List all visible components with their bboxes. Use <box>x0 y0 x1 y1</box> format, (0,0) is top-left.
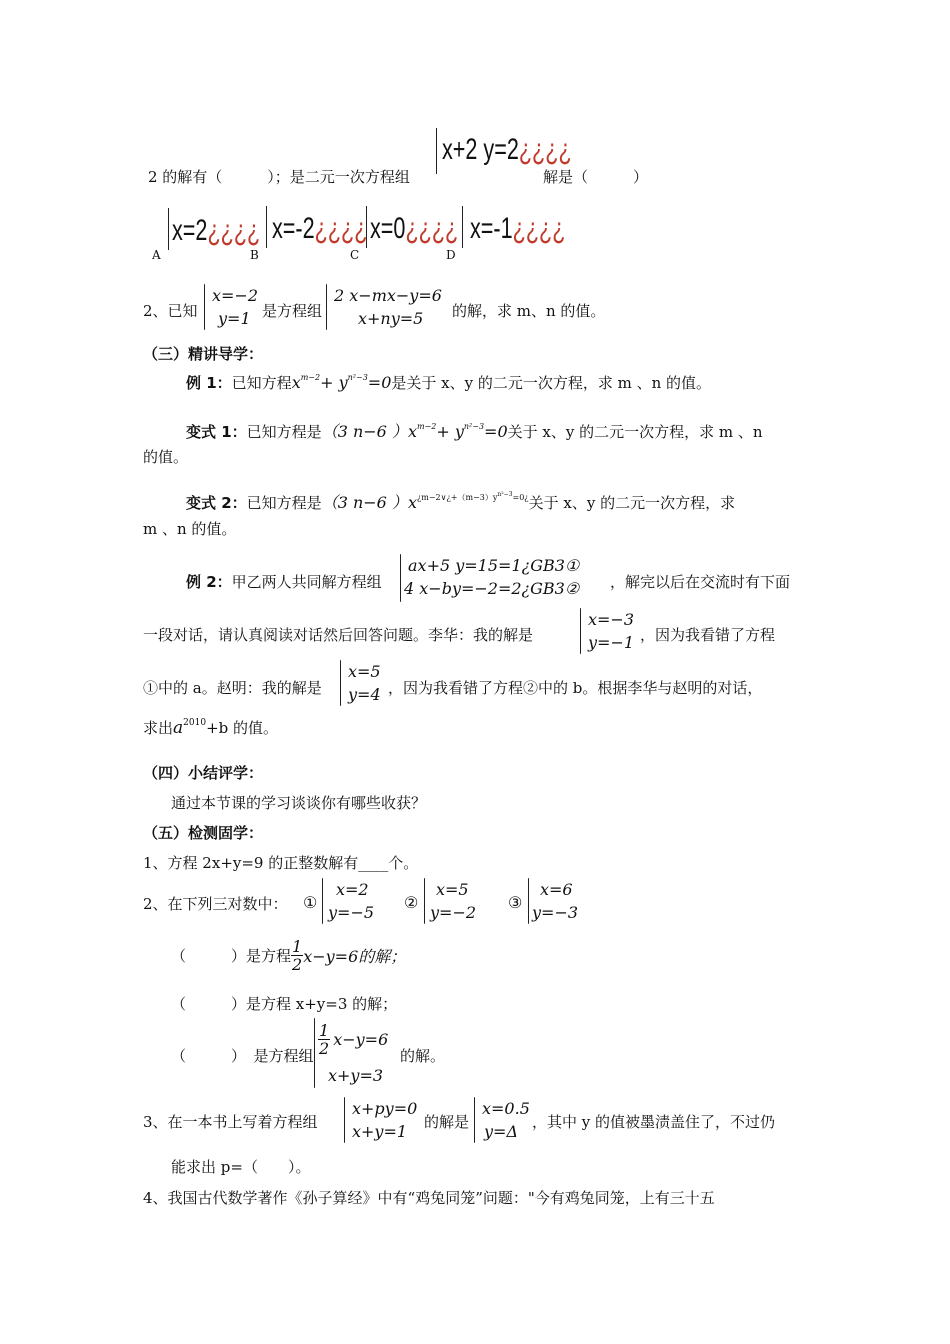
example-2-line4-post: +b 的值。 <box>206 719 279 737</box>
variant-1-tail: =0 <box>484 422 508 441</box>
variant-2-tiny2: n²−3 <box>497 491 513 498</box>
lihua-solution-line2: y=−1 <box>588 633 635 652</box>
row-3-fraction-denominator: 2 <box>319 1039 330 1058</box>
q2-suffix: 的解，求 m、n 的值。 <box>452 302 606 320</box>
option-d-equation: x=-1¿¿¿¿ <box>470 212 566 245</box>
variant-1-sup1: m−2 <box>416 422 437 431</box>
test-3-sys-line1: x+py=0 <box>352 1099 418 1118</box>
example-1-x: x <box>291 373 301 392</box>
pair-1-brace <box>322 878 323 924</box>
test-2-row-3-post: 的解。 <box>400 1047 446 1065</box>
variant-2-x: x <box>407 493 417 512</box>
test-2-row-1 <box>171 938 406 973</box>
section-3-heading: （三）精讲导学： <box>143 345 264 363</box>
pair-2-line1: x=5 <box>436 880 469 899</box>
variant-2-tiny3: =0¿ <box>512 493 529 502</box>
variant-2-post: 关于 x、y 的二元一次方程，求 <box>528 494 736 512</box>
example-2-exponent: 2010 <box>183 718 207 728</box>
variant-1-line2: 的值。 <box>143 448 189 466</box>
option-d-label: D <box>446 248 456 262</box>
test-3-sys-line2: x+y=1 <box>352 1122 408 1141</box>
example-1-sup2: n²−3 <box>347 373 368 382</box>
test-3-sol-line1: x=0.5 <box>482 1099 530 1118</box>
pair-1-line2: y=−5 <box>328 903 375 922</box>
option-b-equation: x=-2¿¿¿¿ <box>272 212 368 245</box>
example-1-tail: =0 <box>367 373 392 392</box>
lihua-solution-brace <box>580 608 581 654</box>
example-2-sys-line1: ax+5 y=15=1¿GB3① <box>408 556 580 575</box>
option-b-brace <box>266 206 267 248</box>
example-2-line3-post: ，因为我看错了方程②中的 b。根据李华与赵明的对话， <box>388 679 763 697</box>
section-4-heading: （四）小结评学： <box>143 764 264 782</box>
example-1-post: 是关于 x、y 的二元一次方程，求 m 、n 的值。 <box>391 374 712 392</box>
row-3-fraction <box>318 1022 330 1057</box>
row-3-brace <box>314 1018 315 1088</box>
pair-3-line1: x=6 <box>540 880 573 899</box>
variant-2-line2: m 、n 的值。 <box>143 520 237 538</box>
test-1: 1、方程 2x+y=9 的正整数解有____个。 <box>143 854 419 872</box>
test-2-row-2: （ ）是方程 x+y=3 的解； <box>171 995 398 1013</box>
variant-1-label: 变式 1： <box>186 423 247 441</box>
example-2-line1-pre <box>186 571 382 592</box>
example-2-post: ，解完以后在交流时有下面 <box>610 573 791 591</box>
q2-middle: 是方程组 <box>262 302 323 320</box>
q2-sys2-brace <box>326 284 327 330</box>
row-1-equation: x−y=6的解； <box>303 947 407 966</box>
example-2-label: 例 2： <box>186 573 232 591</box>
example-2-sys-line2: 4 x−by=−2=2¿GB3② <box>404 579 580 598</box>
variant-1-plus: + y <box>436 422 464 441</box>
option-c-brace <box>366 206 367 248</box>
pair-3-brace <box>528 878 529 924</box>
variant-1-post: 关于 x、y 的二元一次方程，求 m 、n <box>507 423 763 441</box>
option-a-label: A <box>152 248 161 262</box>
example-2-line4-pre: 求出 <box>143 719 174 737</box>
example-1-pre: 已知方程 <box>231 374 292 392</box>
q2-sys2-line2: x+ny=5 <box>358 309 424 328</box>
variant-2-pre: 已知方程是 <box>246 494 322 512</box>
test-3-sys-brace <box>344 1097 345 1143</box>
example-2-line3-pre: ①中的 a。赵明：我的解是 <box>143 679 322 697</box>
row-3-eq1: x−y=6 <box>333 1030 389 1049</box>
test-3-post: ，其中 y 的值被墨渍盖住了，不过仍 <box>532 1113 776 1131</box>
row-1-fraction <box>291 938 303 973</box>
option-a-equation: x=2¿¿¿¿ <box>172 214 261 247</box>
pair-2-line2: y=−2 <box>430 903 477 922</box>
pair-1-line1: x=2 <box>336 880 369 899</box>
q1-line-prefix: 2 的解有（ ）；是二元一次方程组 <box>148 168 410 186</box>
example-2-brace <box>400 554 401 602</box>
lihua-solution-line1: x=−3 <box>588 610 635 629</box>
example-2-line2-pre: 一段对话，请认真阅读对话然后回答问题。李华：我的解是 <box>143 626 534 644</box>
row-3-sys-line2: x+y=3 <box>328 1066 384 1085</box>
zhaoming-solution-line2: y=4 <box>348 685 381 704</box>
option-a-brace <box>168 208 169 250</box>
example-1-sup1: m−2 <box>300 373 321 382</box>
variant-2-line <box>186 490 735 513</box>
q2-sys1-line1: x=−2 <box>212 286 259 305</box>
row-1-fraction-denominator: 2 <box>292 955 303 974</box>
test-3-sol-line2: y=Δ <box>484 1122 518 1141</box>
variant-1-coef: （3 n−6 ） <box>321 422 408 441</box>
variant-1-x: x <box>407 422 417 441</box>
zhaoming-solution-line1: x=5 <box>348 662 381 681</box>
summary-text: 通过本节课的学习谈谈你有哪些收获？ <box>171 794 427 812</box>
variant-2-tiny: ¿m−2∨¿+（m−3）y <box>416 493 498 502</box>
q1-system-equation: x+2 y=2¿¿¿¿ <box>442 133 572 166</box>
variant-1-sup2: n²−3 <box>463 422 485 431</box>
example-2-line4 <box>143 717 278 738</box>
zhaoming-solution-brace <box>340 660 341 706</box>
variant-1-pre: 已知方程是 <box>246 423 322 441</box>
example-1-plus: + y <box>320 373 348 392</box>
row-1-fraction-numerator: 1 <box>292 937 303 956</box>
test-2-prefix: 2、在下列三对数中： <box>143 895 288 913</box>
pair-2-mark: ② <box>404 893 419 912</box>
row-3-fraction-numerator: 1 <box>319 1021 330 1040</box>
q2-sys2-line1: 2 x−mx−y=6 <box>334 286 442 305</box>
test-4: 4、我国古代数学著作《孙子算经》中有“鸡兔同笼”问题："今有鸡兔同笼，上有三十五 <box>143 1189 715 1207</box>
pair-3-line2: y=−3 <box>532 903 579 922</box>
example-2-pre: 甲乙两人共同解方程组 <box>231 573 382 591</box>
section-5-heading: （五）检测固学： <box>143 824 264 842</box>
test-3-middle: 的解是 <box>424 1113 470 1131</box>
variant-1-line <box>186 419 763 442</box>
example-1-label: 例 1： <box>186 374 232 392</box>
row-3-sys-line1 <box>318 1022 388 1057</box>
option-d-brace <box>462 206 463 248</box>
test-2-row-3-pre: （ ） 是方程组 <box>171 1047 314 1065</box>
test-3-line2: 能求出 p=（ ）。 <box>171 1158 311 1176</box>
pair-3-mark: ③ <box>508 893 523 912</box>
q2-sys1-line2: y=1 <box>218 309 251 328</box>
variant-2-label: 变式 2： <box>186 494 247 512</box>
row-1-pre: （ ）是方程 <box>171 947 292 965</box>
example-2-line2-post: ，因为我看错了方程 <box>640 626 776 644</box>
pair-2-brace <box>424 878 425 924</box>
option-c-label: C <box>350 248 360 262</box>
option-c-equation: x=0¿¿¿¿ <box>370 212 459 245</box>
test-3-sol-brace <box>474 1097 475 1143</box>
variant-2-coef: （3 n−6 ） <box>321 493 408 512</box>
test-3-prefix: 3、在一本书上写着方程组 <box>143 1113 318 1131</box>
example-2-a: a <box>173 718 184 738</box>
pair-1-mark: ① <box>303 893 318 912</box>
q1-line-suffix: 解是（ ） <box>543 168 649 186</box>
q1-system-brace <box>436 128 437 174</box>
q2-prefix: 2、已知 <box>143 302 198 320</box>
example-1-line <box>186 372 711 393</box>
option-b-label: B <box>250 248 259 262</box>
q2-sys1-brace <box>204 284 205 330</box>
